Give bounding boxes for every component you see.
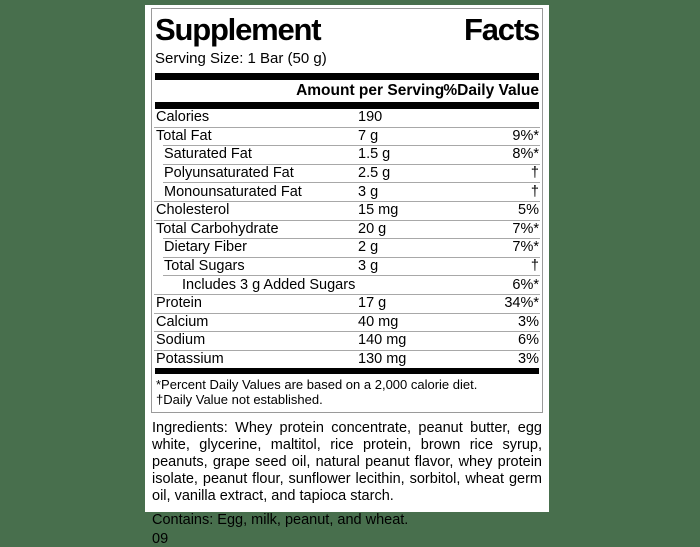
nutrient-daily-value: 7%* (512, 239, 539, 256)
column-headers (154, 80, 540, 102)
nutrient-daily-value: 3% (518, 351, 539, 368)
nutrient-name: Potassium (156, 351, 224, 368)
footnotes (154, 374, 540, 412)
nutrient-amount: 20 g (358, 220, 387, 237)
footnote-daily-value-not-established: †Daily Value not established. (156, 392, 323, 408)
divider-bar-header (155, 102, 539, 109)
nutrient-row (154, 276, 540, 294)
nutrient-amount: 2 g (358, 239, 379, 256)
nutrient-daily-value: † (530, 165, 539, 182)
nutrient-row (154, 183, 540, 201)
nutrient-daily-value: 6% (518, 332, 539, 349)
footnote-percent-daily-values: *Percent Daily Values are based on a 2,000 calorie diet. (156, 377, 478, 393)
nutrient-name: Total Sugars (164, 258, 245, 275)
nutrient-row (154, 128, 540, 146)
nutrient-name: Dietary Fiber (164, 239, 247, 256)
nutrient-amount: 2.5 g (358, 165, 391, 182)
nutrient-name: Calcium (156, 313, 209, 330)
nutrient-name: Protein (156, 295, 202, 312)
label-title (154, 9, 540, 49)
nutrient-amount: 17 g (358, 295, 387, 312)
facts-rows (154, 109, 540, 368)
nutrient-daily-value: 5% (518, 202, 539, 219)
nutrient-daily-value: † (530, 258, 539, 275)
divider-bar-top (155, 73, 539, 80)
nutrient-name: Total Fat (156, 127, 212, 144)
nutrient-daily-value: 6%* (512, 276, 539, 293)
allergen-contains-text: Contains: Egg, milk, peanut, and wheat. (152, 512, 409, 529)
nutrient-row (154, 109, 540, 127)
title-word-facts: Facts (464, 12, 539, 47)
nutrient-amount: 15 mg (358, 202, 399, 219)
serving-size: Serving Size: 1 Bar (50 g) (155, 50, 327, 67)
ingredients-text: Ingredients: Whey protein concentrate, peanut butter, egg white, glycerine, maltitol, rice protein, brown rice syrup, peanuts, grape seed oil, natural peanut flavor, whey protein isolate, peanut flour, sunflower lecithin, sorbitol, wheat germ oil, vanilla extract, and tapioca starch. (152, 420, 542, 505)
nutrient-row (154, 314, 540, 332)
daily-value-column-header: %Daily Value (443, 82, 539, 99)
nutrient-name: Monounsaturated Fat (164, 183, 302, 200)
nutrient-name: Polyunsaturated Fat (164, 165, 294, 182)
nutrient-name: Cholesterol (156, 202, 230, 219)
nutrient-daily-value: 3% (518, 313, 539, 330)
nutrient-row (154, 146, 540, 164)
nutrient-name: Includes 3 g Added Sugars (182, 276, 356, 293)
nutrient-name: Total Carbohydrate (156, 220, 279, 237)
facts-box (151, 8, 543, 413)
nutrient-row (154, 239, 540, 257)
nutrient-name: Sodium (156, 332, 206, 349)
title-word-supplement: Supplement (155, 12, 321, 47)
nutrient-amount: 40 mg (358, 313, 399, 330)
nutrient-row (154, 202, 540, 220)
nutrient-amount: 3 g (358, 183, 379, 200)
nutrient-row (154, 258, 540, 276)
label-code: 09 (152, 531, 169, 547)
nutrient-daily-value: 34%* (504, 295, 539, 312)
nutrient-daily-value: 7%* (512, 220, 539, 237)
nutrient-daily-value: † (530, 183, 539, 200)
nutrient-amount: 130 mg (358, 351, 407, 368)
nutrient-amount: 3 g (358, 258, 379, 275)
nutrient-row (154, 221, 540, 239)
nutrient-name: Calories (156, 109, 210, 126)
amount-column-header: Amount per Serving (296, 82, 445, 99)
nutrient-amount: 1.5 g (358, 146, 391, 163)
nutrient-amount: 7 g (358, 127, 379, 144)
nutrient-amount: 190 (358, 109, 383, 126)
nutrient-daily-value: 9%* (512, 127, 539, 144)
nutrient-amount: 140 mg (358, 332, 407, 349)
nutrient-row (154, 165, 540, 183)
supplement-label (145, 5, 549, 547)
nutrient-row (154, 332, 540, 350)
nutrient-daily-value: 8%* (512, 146, 539, 163)
nutrient-row (154, 295, 540, 313)
nutrient-name: Saturated Fat (164, 146, 252, 163)
nutrient-row (154, 351, 540, 369)
